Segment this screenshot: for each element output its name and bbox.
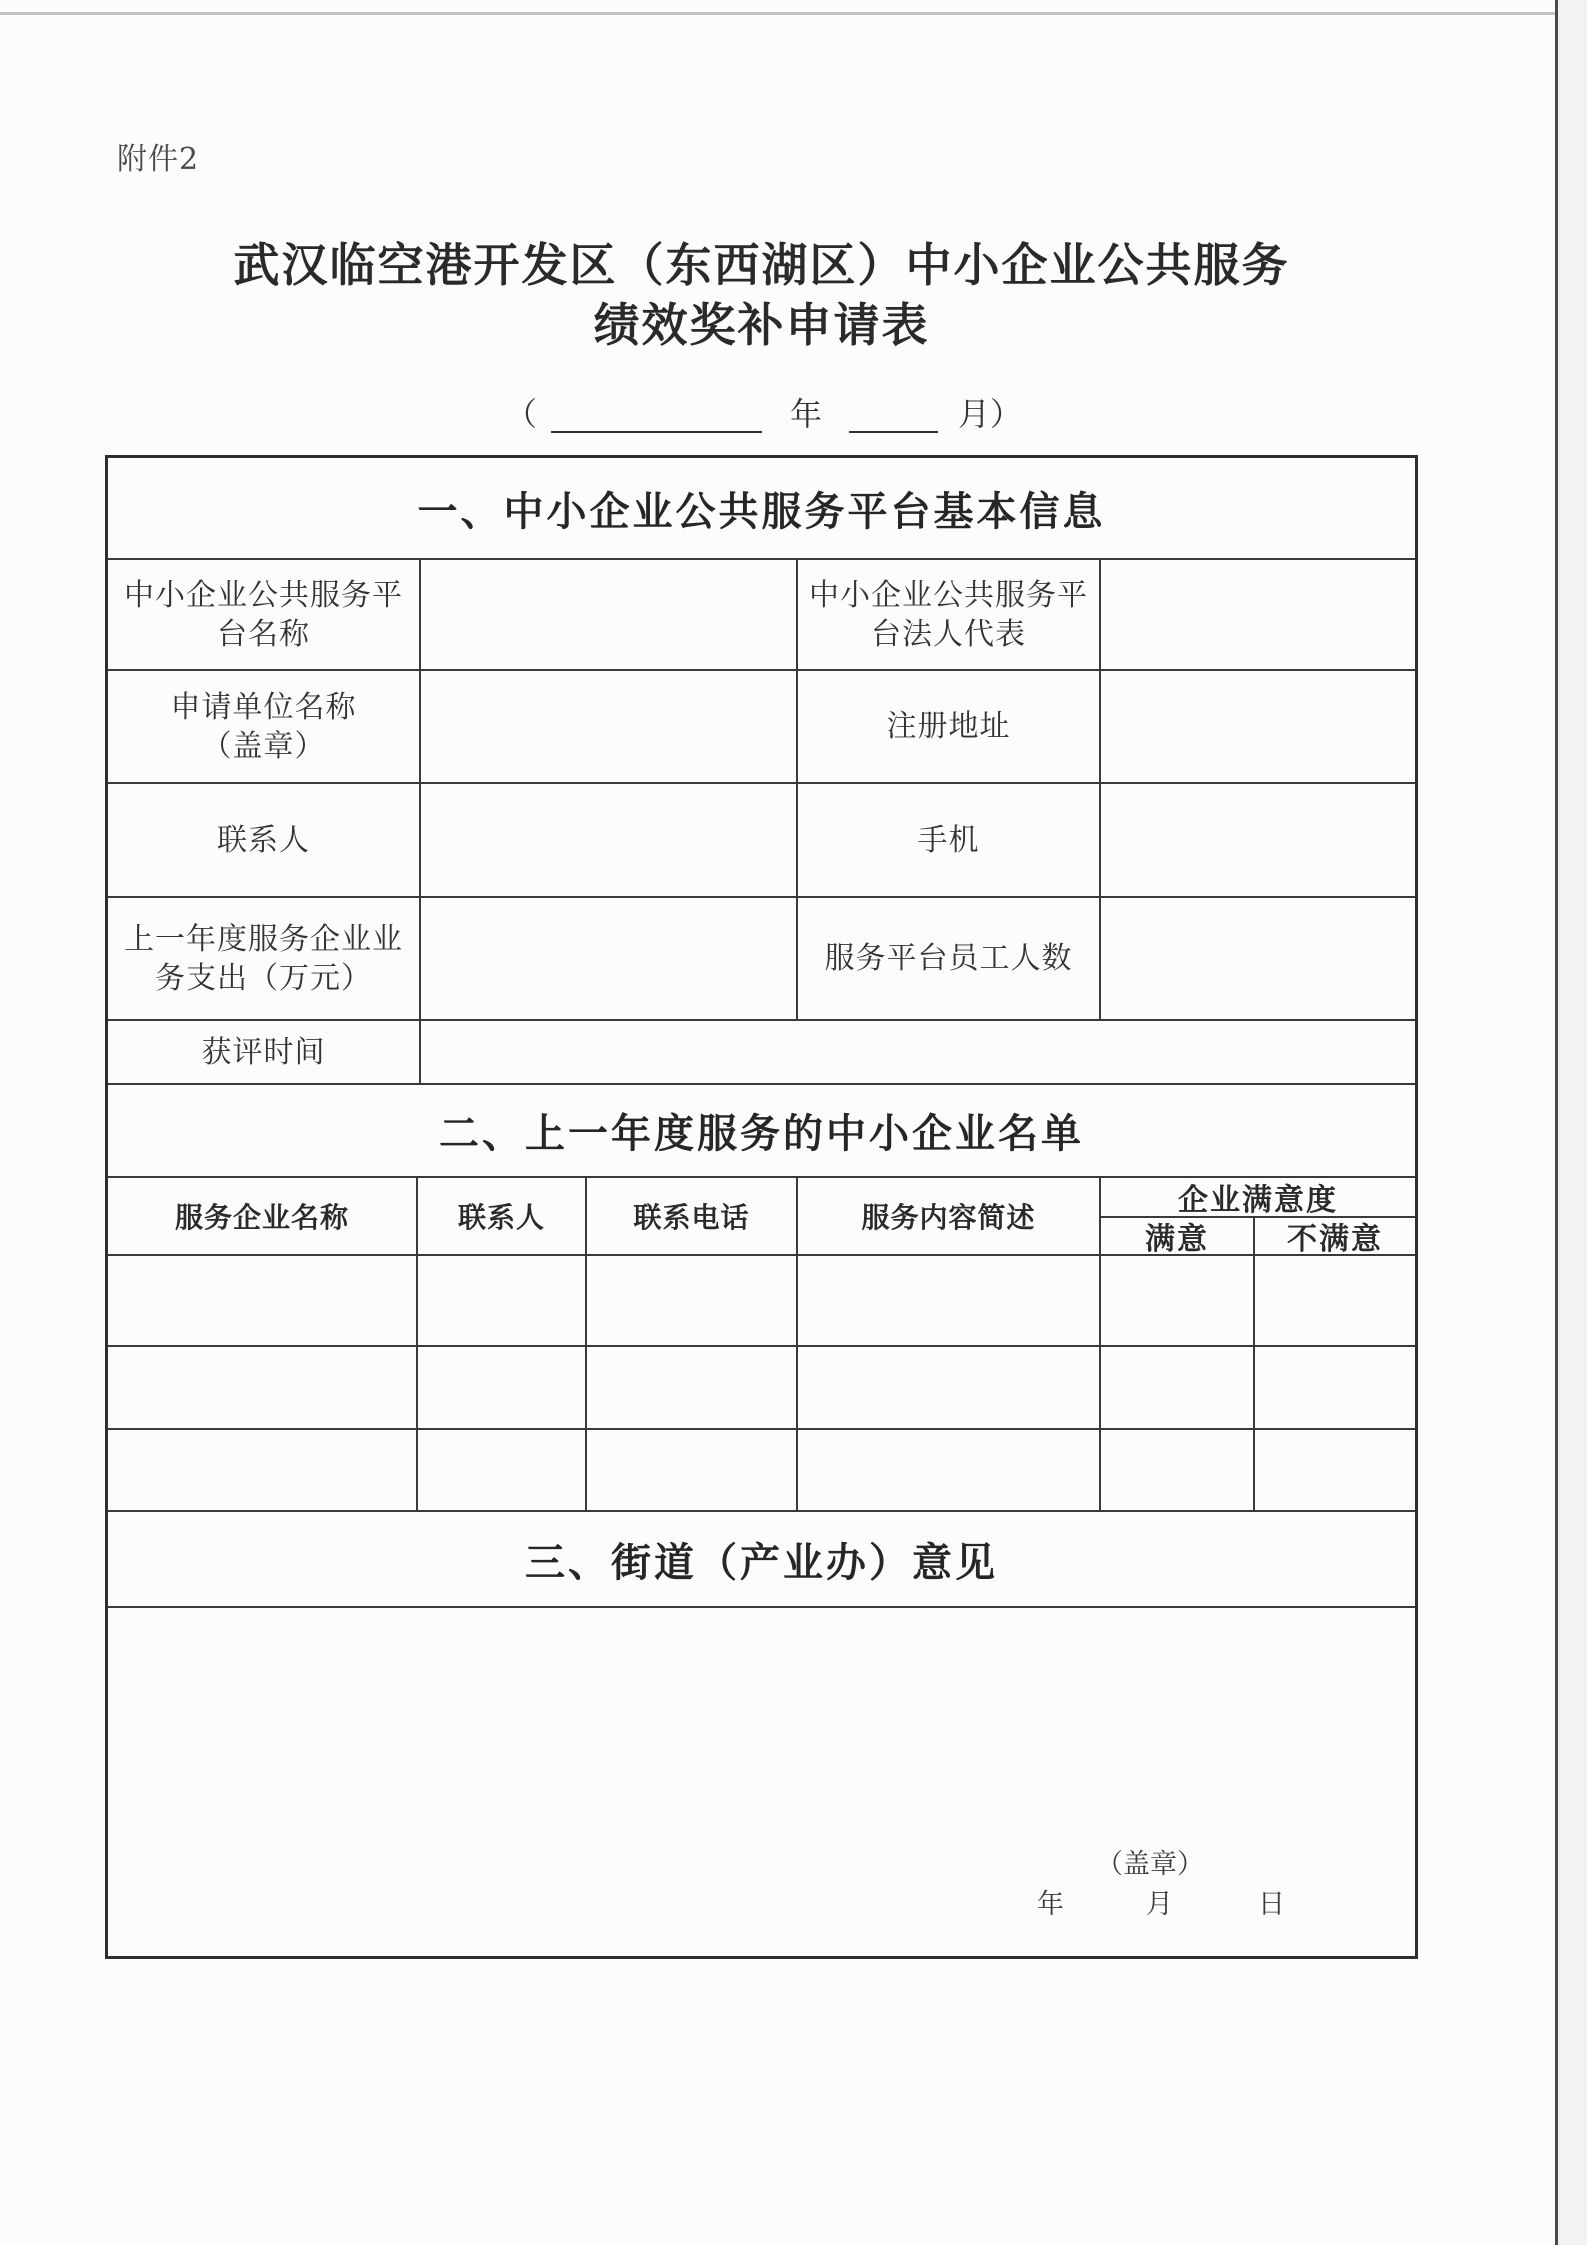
column-header-unsatisfied: 不满意 xyxy=(1255,1218,1415,1256)
contact-person-label xyxy=(108,784,421,898)
table-row-service-summary xyxy=(798,1347,1101,1430)
table-row-phone xyxy=(587,1256,798,1347)
period-month-blank xyxy=(849,395,938,433)
period-open-paren: （ xyxy=(505,395,538,433)
table-row-service-summary xyxy=(798,1430,1101,1512)
table-row-unsatisfied xyxy=(1255,1256,1415,1347)
table-row-phone xyxy=(587,1347,798,1430)
scan-right-margin xyxy=(1558,0,1587,2245)
label-line: 中小企业公共服务平 xyxy=(124,577,403,613)
column-header-company: 服务企业名称 xyxy=(108,1178,418,1256)
label-text xyxy=(887,707,1011,746)
document-title-line1: 武汉临空港开发区（东西湖区）中小企业公共服务 xyxy=(233,238,1290,292)
table-row-satisfied xyxy=(1101,1430,1255,1512)
label-text xyxy=(809,576,1088,654)
column-header-satisfaction: 企业满意度 xyxy=(1101,1178,1415,1218)
period-year-blank xyxy=(551,395,762,433)
label-text xyxy=(217,821,310,860)
label-line: 台法人代表 xyxy=(871,616,1026,652)
scan-right-edge xyxy=(1555,0,1558,2245)
table-row-contact xyxy=(418,1430,587,1512)
label-text xyxy=(124,920,403,998)
period-year-label: 年 xyxy=(790,395,823,433)
award-time-value xyxy=(421,1021,1415,1085)
mobile-label xyxy=(798,784,1101,898)
column-header-contact: 联系人 xyxy=(418,1178,587,1256)
table-row-unsatisfied xyxy=(1255,1430,1415,1512)
label-line: 申请单位名称 xyxy=(170,689,357,725)
staff-count-label xyxy=(798,898,1101,1021)
date-month-label: 月 xyxy=(1146,1889,1173,1920)
contact-person-value xyxy=(421,784,798,898)
date-year-label: 年 xyxy=(1037,1889,1064,1920)
table-row-company xyxy=(108,1347,418,1430)
scan-top-edge xyxy=(0,12,1556,15)
registered-address-label xyxy=(798,671,1101,784)
platform-name-value xyxy=(421,560,798,671)
opinion-area xyxy=(108,1608,1415,1956)
label-line: 上一年度服务企业业 xyxy=(124,921,403,957)
date-day-label: 日 xyxy=(1258,1889,1285,1920)
table-row-contact xyxy=(418,1347,587,1430)
applicant-name-value xyxy=(421,671,798,784)
section1-heading: 一、中小企业公共服务平台基本信息 xyxy=(108,458,1415,560)
applicant-name-label xyxy=(108,671,421,784)
label-text xyxy=(918,821,980,860)
table-row-contact xyxy=(418,1256,587,1347)
service-expenditure-label xyxy=(108,898,421,1021)
label-line: 服务平台员工人数 xyxy=(824,941,1073,976)
legal-representative-label xyxy=(798,560,1101,671)
section2-heading: 二、上一年度服务的中小企业名单 xyxy=(108,1085,1415,1178)
platform-name-label xyxy=(108,560,421,671)
label-line: 联系人 xyxy=(217,822,310,858)
staff-count-value xyxy=(1101,898,1415,1021)
table-row-satisfied xyxy=(1101,1347,1255,1430)
section3-heading: 三、街道（产业办）意见 xyxy=(108,1512,1415,1608)
label-line: （盖章） xyxy=(201,728,326,764)
column-header-service-summary: 服务内容简述 xyxy=(798,1178,1101,1256)
label-line: 注册地址 xyxy=(886,709,1011,744)
label-line: 台名称 xyxy=(217,616,310,652)
seal-label: （盖章） xyxy=(1096,1849,1204,1880)
label-text xyxy=(124,576,403,654)
label-line: 手机 xyxy=(917,822,980,858)
table-row-unsatisfied xyxy=(1255,1347,1415,1430)
table-row-satisfied xyxy=(1101,1256,1255,1347)
label-text xyxy=(171,688,357,766)
award-time-label: 获评时间 xyxy=(108,1021,421,1085)
attachment-label: 附件2 xyxy=(117,142,200,177)
label-line: 中小企业公共服务平 xyxy=(809,577,1088,613)
table-row-company xyxy=(108,1256,418,1347)
table-row-phone xyxy=(587,1430,798,1512)
column-header-phone: 联系电话 xyxy=(587,1178,798,1256)
table-row-company xyxy=(108,1430,418,1512)
registered-address-value xyxy=(1101,671,1415,784)
service-expenditure-value xyxy=(421,898,798,1021)
document-title-line2: 绩效奖补申请表 xyxy=(593,298,930,352)
period-month-label: 月） xyxy=(958,395,1023,433)
application-form-table xyxy=(105,455,1418,1959)
legal-representative-value xyxy=(1101,560,1415,671)
table-row-service-summary xyxy=(798,1256,1101,1347)
label-text xyxy=(825,939,1073,978)
label-line: 务支出（万元） xyxy=(155,960,372,996)
mobile-value xyxy=(1101,784,1415,898)
column-header-satisfied: 满意 xyxy=(1101,1218,1255,1256)
